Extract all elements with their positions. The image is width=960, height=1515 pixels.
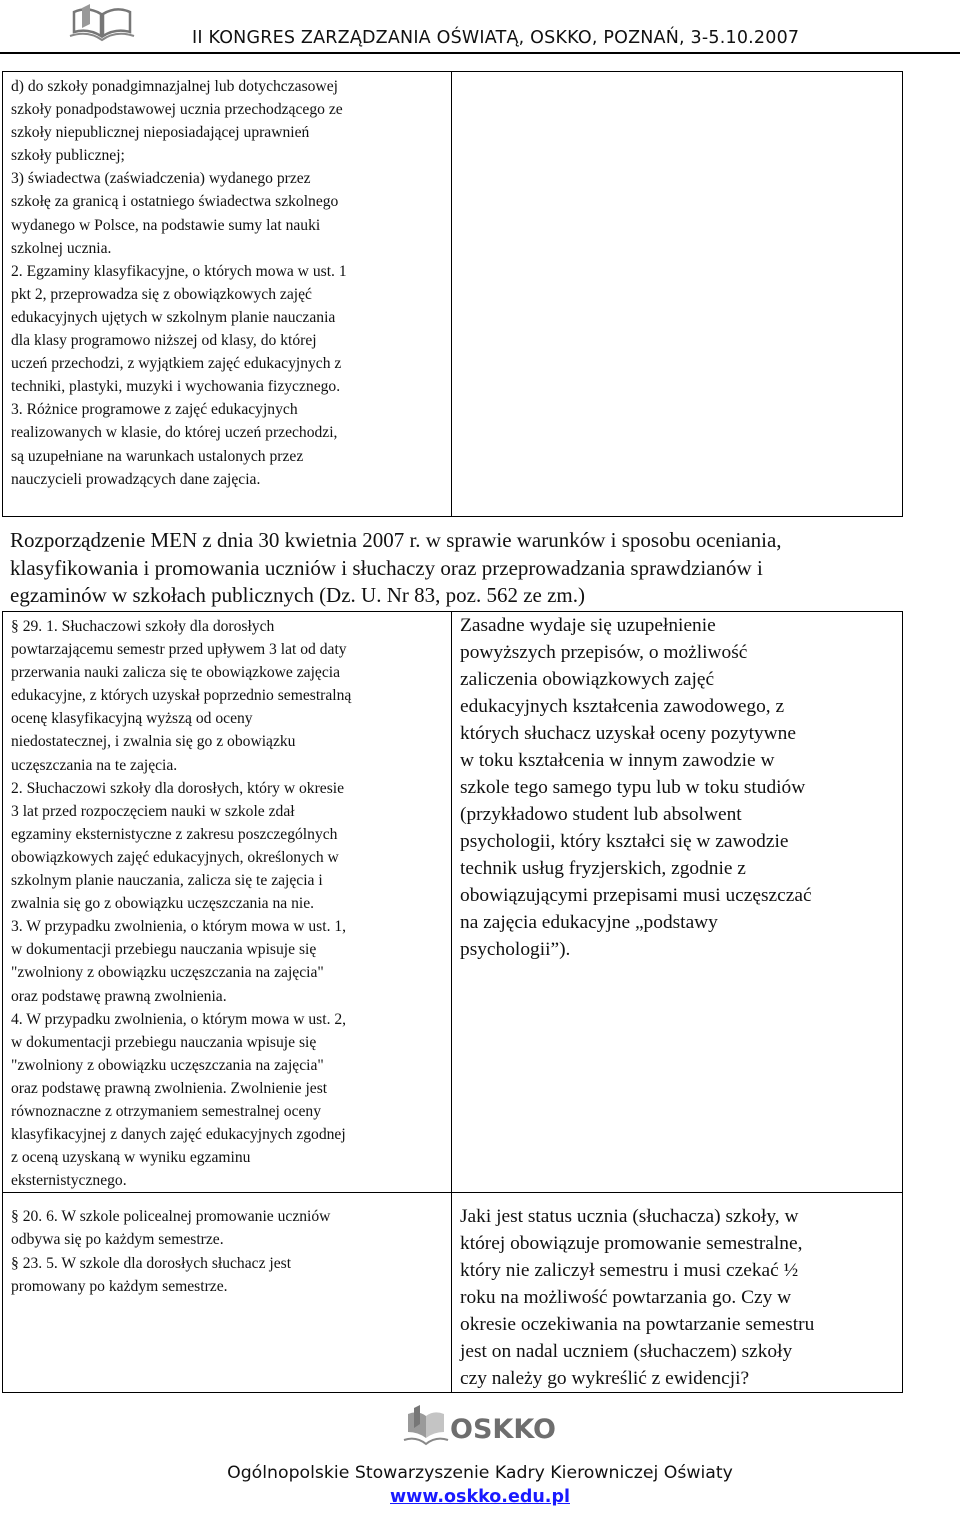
text-line: zwalnia się go z obowiązku uczęszczania na nie. xyxy=(11,895,315,913)
text-line: § 20. 6. W szkole policealnej promowanie uczniów xyxy=(11,1208,331,1226)
text-line: roku na możliwość powtarzania go. Czy w xyxy=(460,1287,792,1309)
text-line: niedostatecznej, i zwalnia się go z obowiązku xyxy=(11,733,296,751)
open-book-logo-icon xyxy=(68,2,136,46)
regulation-line: Rozporządzenie MEN z dnia 30 kwietnia 2007 r. w sprawie warunków i sposobu oceniania, xyxy=(10,528,782,552)
page-header xyxy=(0,0,960,60)
text-line: psychologii”). xyxy=(460,939,571,960)
text-line: obowiązkowych zajęć edukacyjnych, określonych w xyxy=(11,848,339,866)
text-line: 3. W przypadku zwolnienia, o którym mowa w ust. 1, xyxy=(11,918,347,936)
regulation-line: klasyfikowania i promowania uczniów i słuchaczy oraz przeprowadzania sprawdzianów i xyxy=(10,555,763,580)
text-line: dla klasy programowo niższej od klasy, do której xyxy=(11,332,317,350)
text-line: okresie oczekiwania na powtarzanie semestru xyxy=(460,1314,815,1336)
paragraph-20-23-text xyxy=(3,1193,451,1297)
text-line: techniki, plastyki, muzyki i wychowania fizycznego. xyxy=(11,378,341,396)
text-line: odbywa się po każdym semestrze. xyxy=(11,1231,224,1249)
text-line: obowiązującymi przepisami musi uczęszczać xyxy=(460,885,812,906)
table-section-1 xyxy=(2,71,903,517)
comment-29-text xyxy=(452,612,902,963)
text-line: której obowiązuje promowanie semestralne, xyxy=(460,1233,803,1255)
table-section-2 xyxy=(2,611,903,1393)
text-line: 3) świadectwa (zaświadczenia) wydanego przez xyxy=(11,170,311,188)
table2-row1-left-cell xyxy=(3,612,452,1193)
text-line: na zajęcia edukacyjne „podstawy xyxy=(460,912,718,933)
text-line: z oceną uzyskaną w wyniku egzaminu xyxy=(11,1149,251,1167)
text-line: d) do szkoły ponadgimnazjalnej lub dotychczasowej xyxy=(11,78,338,95)
text-line: szkole tego samego typu lub w toku studiów xyxy=(460,777,806,798)
text-line: edukacyjnych kształcenia zawodowego, z xyxy=(460,696,785,717)
footer-url-link[interactable]: www.oskko.edu.pl xyxy=(390,1487,570,1507)
conference-title: II KONGRES ZARZĄDZANIA OŚWIATĄ, OSKKO, POZNAŃ, 3-5.10.2007 xyxy=(192,28,800,48)
text-line: psychologii, który kształci się w zawodzie xyxy=(460,831,789,852)
text-line: szkoły publicznej; xyxy=(11,147,125,165)
text-line: § 23. 5. W szkole dla dorosłych słuchacz jest xyxy=(11,1254,292,1272)
table1-right-cell xyxy=(452,72,903,517)
text-line: Zasadne wydaje się uzupełnienie xyxy=(460,615,716,636)
text-line: uczęszczania na te zajęcia. xyxy=(11,756,178,774)
text-line: promowany po każdym semestrze. xyxy=(11,1277,228,1295)
text-line: w dokumentacji przebiegu nauczania wpisuje się xyxy=(11,1033,317,1051)
text-line: czy należy go wykreślić z ewidencji? xyxy=(460,1368,750,1390)
text-line: oraz podstawę prawną zwolnienia. xyxy=(11,987,227,1005)
text-line: technik usług fryzjerskich, zgodnie z xyxy=(460,858,746,879)
text-line: nauczycieli prowadzących dane zajęcia. xyxy=(11,470,261,488)
text-line: w dokumentacji przebiegu nauczania wpisuje się xyxy=(11,941,317,959)
text-line: edukacyjne, z których uzyskał poprzednio semestralną xyxy=(11,687,352,705)
text-line: w toku kształcenia w innym zawodzie w xyxy=(460,750,775,771)
text-line: szkoły niepublicznej nieposiadającej uprawnień xyxy=(11,124,310,142)
text-line: jest on nadal uczniem (słuchaczem) szkoły xyxy=(460,1341,793,1363)
text-line: eksternistycznego. xyxy=(11,1172,127,1190)
regulation-line: egzaminów w szkołach publicznych (Dz. U. Nr 83, poz. 562 ze zm.) xyxy=(10,583,585,608)
text-line: "zwolniony z obowiązku uczęszczania na zajęcia" xyxy=(11,964,324,982)
text-line: powyższych przepisów, o możliwość xyxy=(460,642,748,663)
table2-row2-left-cell xyxy=(3,1193,452,1393)
oskko-logo xyxy=(404,1404,556,1450)
header-divider xyxy=(0,52,960,54)
text-line: egzaminy eksternistyczne z zakresu poszczególnych xyxy=(11,825,338,843)
text-line: oraz podstawę prawną zwolnienia. Zwolnienie jest xyxy=(11,1079,328,1097)
text-line: szkoły ponadpodstawowej ucznia przechodzącego ze xyxy=(11,101,343,119)
text-line: 3. Różnice programowe z zajęć edukacyjnych xyxy=(11,401,298,419)
text-line: który nie zaliczył semestru i musi czekać ½ xyxy=(460,1260,799,1282)
text-line: 2. Słuchaczowi szkoły dla dorosłych, który w okresie xyxy=(11,779,345,797)
table1-left-cell xyxy=(3,72,452,517)
paragraph-29-text xyxy=(3,612,451,1192)
text-line: przerwania nauki zalicza się te obowiązkowe zajęcia xyxy=(11,664,341,682)
text-line: § 29. 1. Słuchaczowi szkoły dla dorosłych xyxy=(11,618,275,635)
text-line: szkołę za granicą i ostatniego świadectwa szkolnego xyxy=(11,193,339,211)
text-line: wydanego w Polsce, na podstawie sumy lat nauki xyxy=(11,216,321,234)
footer-organization: Ogólnopolskie Stowarzyszenie Kadry Kierowniczej Oświaty xyxy=(227,1463,733,1483)
text-line: równoznaczne z otrzymaniem semestralnej oceny xyxy=(11,1102,322,1120)
text-line: edukacyjnych ujętych w szkolnym planie nauczania xyxy=(11,308,336,326)
text-line: 4. W przypadku zwolnienia, o którym mowa w ust. 2, xyxy=(11,1010,347,1028)
text-line: szkolnym planie nauczania, zalicza się te zajęcia i xyxy=(11,872,323,890)
text-line: pkt 2, przeprowadza się z obowiązkowych zajęć xyxy=(11,285,312,303)
text-line: których słuchacz uzyskał oceny pozytywne xyxy=(460,723,796,744)
text-line: szkolnej ucznia. xyxy=(11,239,112,257)
text-line: uczeń przechodzi, z wyjątkiem zajęć edukacyjnych z xyxy=(11,355,342,373)
question-text xyxy=(452,1193,902,1392)
text-line: ocenę klasyfikacyjną wyższą od oceny xyxy=(11,710,253,728)
text-line: zaliczenia obowiązkowych zajęć xyxy=(460,669,715,690)
table2-row1-right-cell xyxy=(452,612,903,1193)
oskko-logo-text: OSKKO xyxy=(450,1414,556,1445)
text-line: Jaki jest status ucznia (słuchacza) szkoły, w xyxy=(460,1206,799,1228)
text-line: 2. Egzaminy klasyfikacyjne, o których mowa w ust. 1 xyxy=(11,262,347,280)
text-line: realizowanych w klasie, do której uczeń przechodzi, xyxy=(11,424,338,442)
text-line: "zwolniony z obowiązku uczęszczania na zajęcia" xyxy=(11,1056,324,1074)
text-line: (przykładowo student lub absolwent xyxy=(460,804,742,825)
text-line: są uzupełniane na warunkach ustalonych przez xyxy=(11,447,304,465)
text-line: powtarzającemu semestr przed upływem 3 lat od daty xyxy=(11,641,347,659)
text-line: klasyfikacyjnej z danych zajęć edukacyjnych zgodnej xyxy=(11,1126,346,1144)
table2-row2-right-cell xyxy=(452,1193,903,1393)
text-line: 3 lat przed rozpoczęciem nauki w szkole zdał xyxy=(11,802,295,820)
table1-left-text xyxy=(3,72,451,491)
regulation-title xyxy=(10,527,910,610)
